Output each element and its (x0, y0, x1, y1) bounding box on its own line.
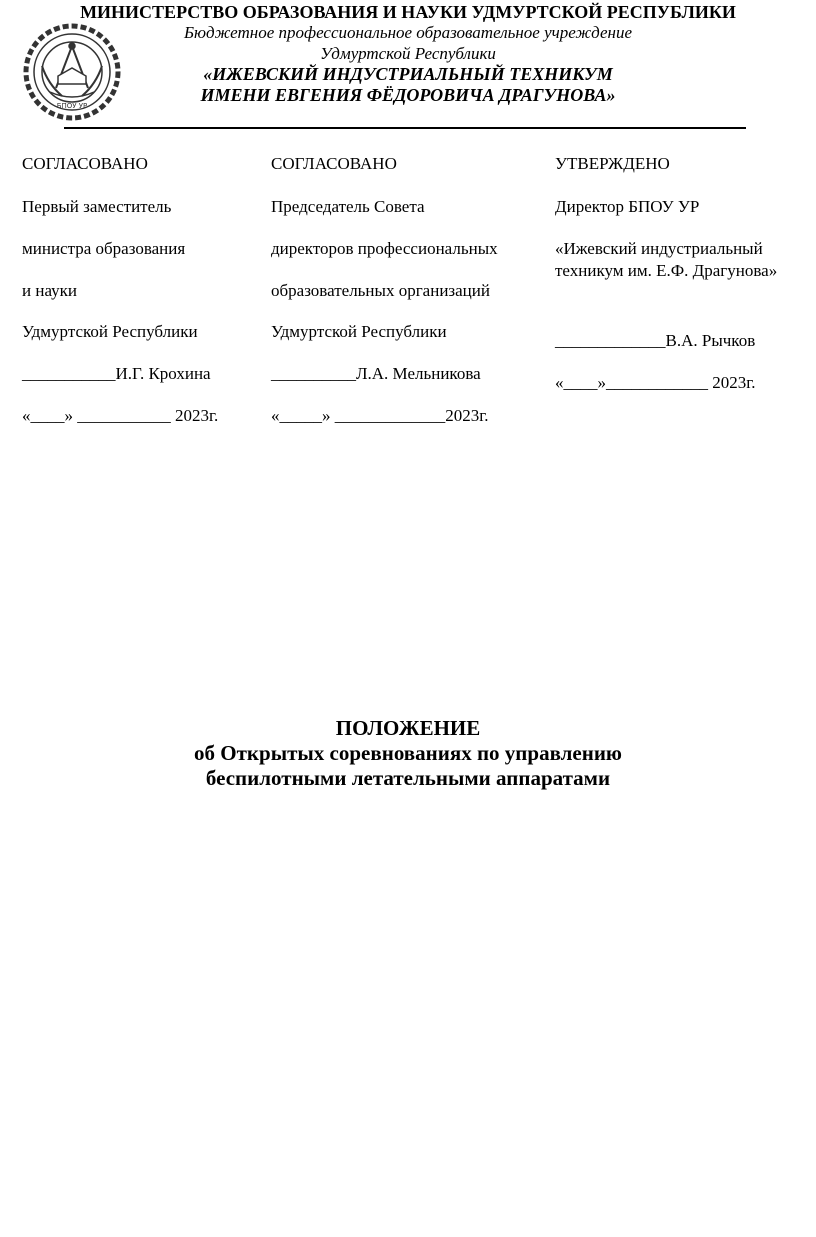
document-title-line-1: ПОЛОЖЕНИЕ (335, 716, 481, 740)
signature-line: __________Л.А. Мельникова (271, 364, 481, 383)
signature-line: _____________В.А. Рычков (555, 331, 756, 350)
header-divider (64, 127, 746, 129)
date-line: «____»____________ 2023г. (555, 373, 756, 392)
document-title (0, 716, 816, 791)
approval-line: Удмуртской Республики (22, 322, 198, 341)
approval-line: Директор БПОУ УР (555, 197, 700, 216)
approval-line: Удмуртской Республики (271, 322, 447, 341)
date-line: «____» ___________ 2023г. (22, 406, 219, 425)
institution-line-2: Удмуртской Республики (320, 44, 496, 63)
ministry-header: МИНИСТЕРСТВО ОБРАЗОВАНИЯ И НАУКИ УДМУРТСКОЙ РЕСПУБЛИКИ (80, 2, 736, 22)
approval-line: образовательных организаций (271, 281, 490, 300)
signature-line: ___________И.Г. Крохина (22, 364, 211, 383)
approval-heading: СОГЛАСОВАНО (22, 154, 148, 173)
date-line: «_____» _____________2023г. (271, 406, 489, 425)
institution-header (120, 22, 696, 106)
approval-line: Первый заместитель (22, 197, 172, 216)
approval-line: директоров профессиональных (271, 239, 498, 258)
approval-line: «Ижевский индустриальный техникум им. Е.Ф. Драгунова» (555, 239, 778, 280)
approval-line: Председатель Совета (271, 197, 425, 216)
institution-line-4: ИМЕНИ ЕВГЕНИЯ ФЁДОРОВИЧА ДРАГУНОВА» (200, 85, 616, 105)
approval-line: и науки (22, 281, 77, 300)
document-title-line-2: об Открытых соревнованиях по управлению (194, 741, 622, 765)
institution-line-3: «ИЖЕВСКИЙ ИНДУСТРИАЛЬНЫЙ ТЕХНИКУМ (203, 64, 613, 84)
institution-logo-emblem (22, 22, 122, 122)
logo-text: БПОУ УР (56, 102, 88, 110)
document-title-line-3: беспилотными летательными аппаратами (205, 766, 611, 790)
approval-line: министра образования (22, 239, 186, 258)
approval-heading: УТВЕРЖДЕНО (555, 154, 670, 173)
institution-line-1: Бюджетное профессиональное образовательное учреждение (183, 23, 633, 42)
approval-heading: СОГЛАСОВАНО (271, 154, 397, 173)
